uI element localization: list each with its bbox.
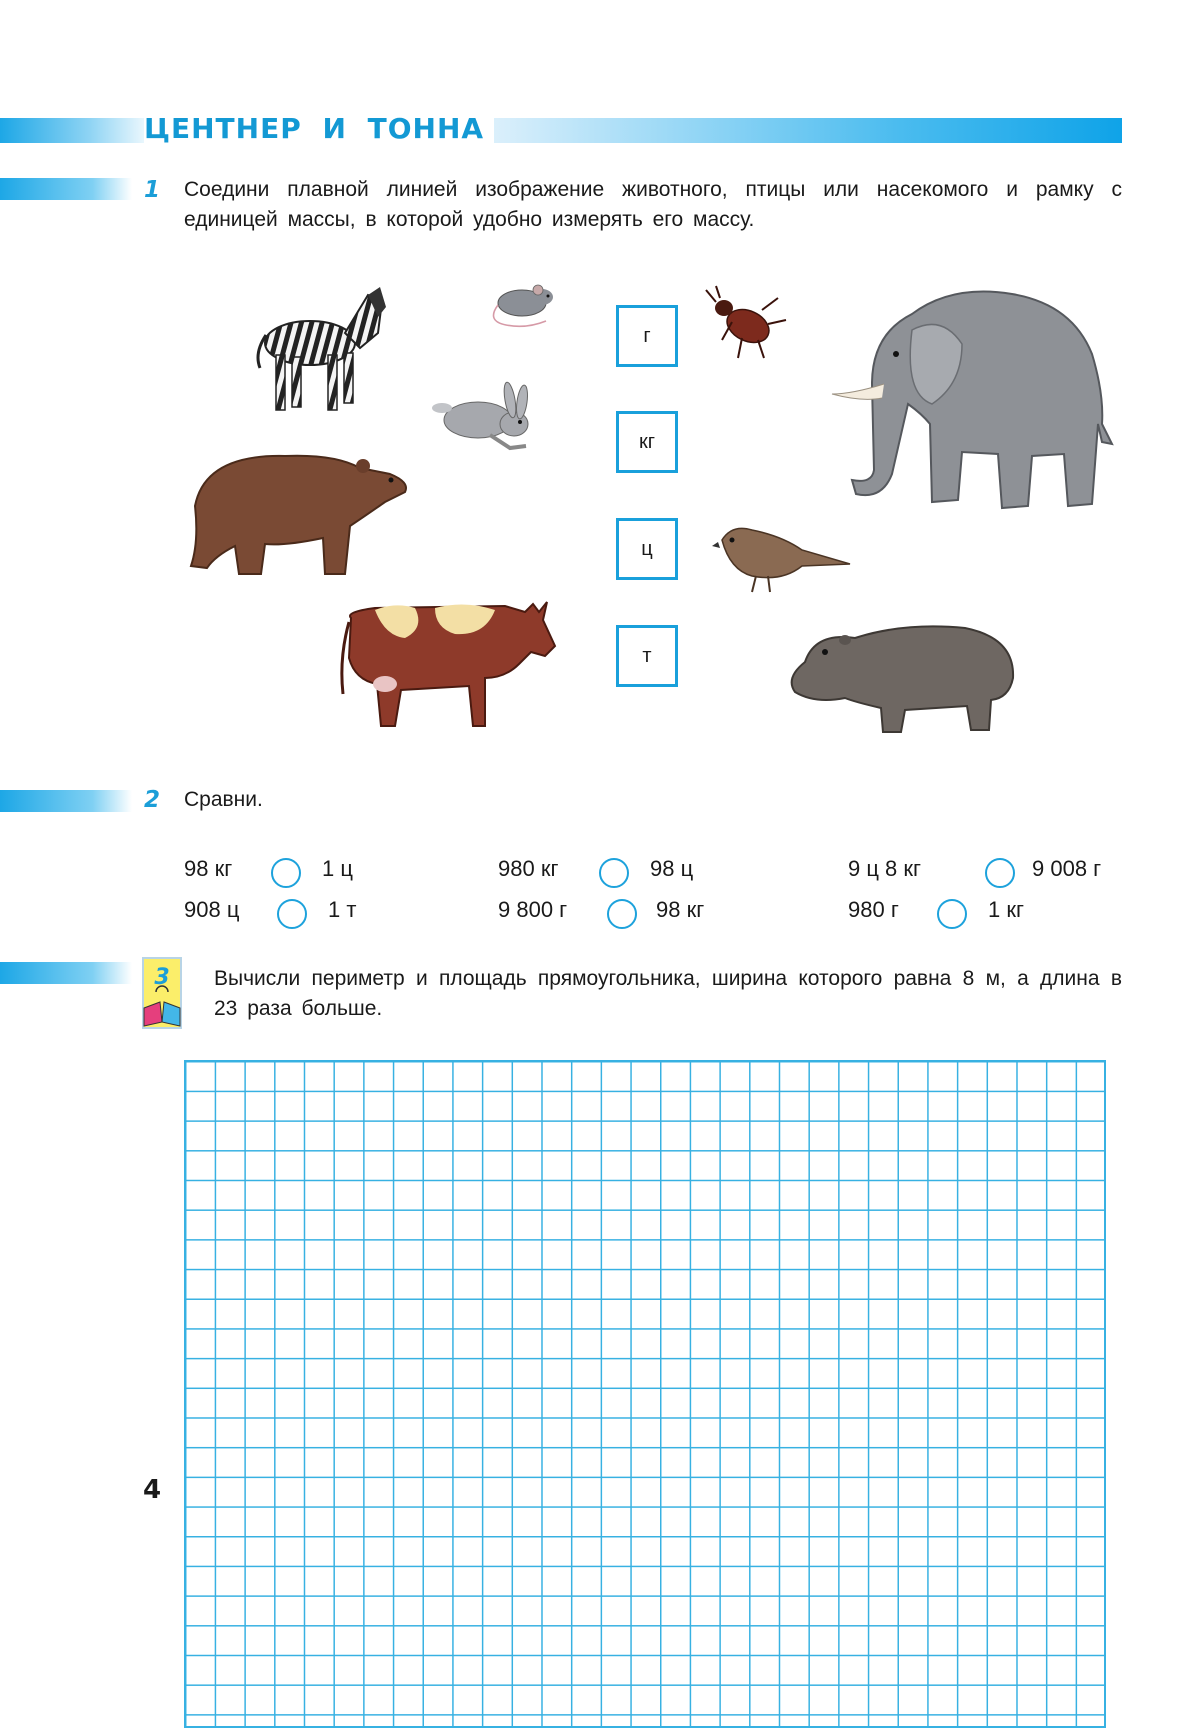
compare-circle[interactable] — [607, 899, 637, 929]
compare-circle[interactable] — [271, 858, 301, 888]
squared-grid[interactable] — [184, 1060, 1106, 1728]
compare-circle[interactable] — [985, 858, 1015, 888]
page-title: ЦЕНТНЕР И ТОННА — [144, 112, 494, 145]
beetle-image[interactable] — [702, 284, 788, 360]
compare-left: 980 кг — [498, 856, 559, 881]
unit-box-g[interactable]: г — [616, 305, 678, 367]
cow-image[interactable] — [335, 598, 560, 732]
unit-box-t[interactable]: т — [616, 625, 678, 687]
compare-right: 98 ц — [650, 856, 694, 881]
compare-left: 98 кг — [184, 856, 233, 881]
compare-circle[interactable] — [277, 899, 307, 929]
elephant-image[interactable] — [812, 274, 1117, 522]
rabbit-image[interactable] — [430, 380, 540, 460]
compare-left: 9 800 г — [498, 897, 568, 922]
task-3-badge — [138, 956, 186, 1032]
compare-circle[interactable] — [599, 858, 629, 888]
compare-right: 1 кг — [988, 897, 1024, 922]
task-1-bar — [0, 178, 132, 200]
unit-box-kg[interactable]: кг — [616, 411, 678, 473]
compare-left: 908 ц — [184, 897, 240, 922]
compare-left: 980 г — [848, 897, 899, 922]
compare-row-2 — [0, 897, 1200, 931]
compare-right: 98 кг — [656, 897, 705, 922]
compare-left: 9 ц 8 кг — [848, 856, 922, 881]
zebra-image[interactable] — [250, 273, 390, 423]
mouse-image[interactable] — [486, 281, 566, 337]
unit-box-c[interactable]: ц — [616, 518, 678, 580]
task-3-bar — [0, 962, 132, 984]
page-number: 4 — [143, 1475, 162, 1505]
compare-circle[interactable] — [937, 899, 967, 929]
sparrow-image[interactable] — [712, 520, 852, 600]
hippo-image[interactable] — [785, 618, 1020, 738]
task-2-number: 2 — [144, 787, 161, 813]
task-3-text: Вычисли периметр и площадь прямоугольника, ширина которого равна 8 м, а длина в 23 раза больше. — [214, 967, 1122, 1020]
compare-right: 1 ц — [322, 856, 353, 881]
task-1-text: Соедини плавной линией изображение животного, птицы или насекомого и рамку с единицей массы, в которой удобно измерять его массу. — [184, 178, 1122, 231]
compare-row-1 — [0, 856, 1200, 890]
compare-right: 1 т — [328, 897, 357, 922]
task-2-bar — [0, 790, 132, 812]
compare-right: 9 008 г — [1032, 856, 1102, 881]
task-2-text: Сравни. — [184, 788, 263, 811]
task-1-number: 1 — [144, 177, 161, 203]
bear-image[interactable] — [185, 446, 415, 584]
task-3-number: 3 — [154, 965, 170, 990]
